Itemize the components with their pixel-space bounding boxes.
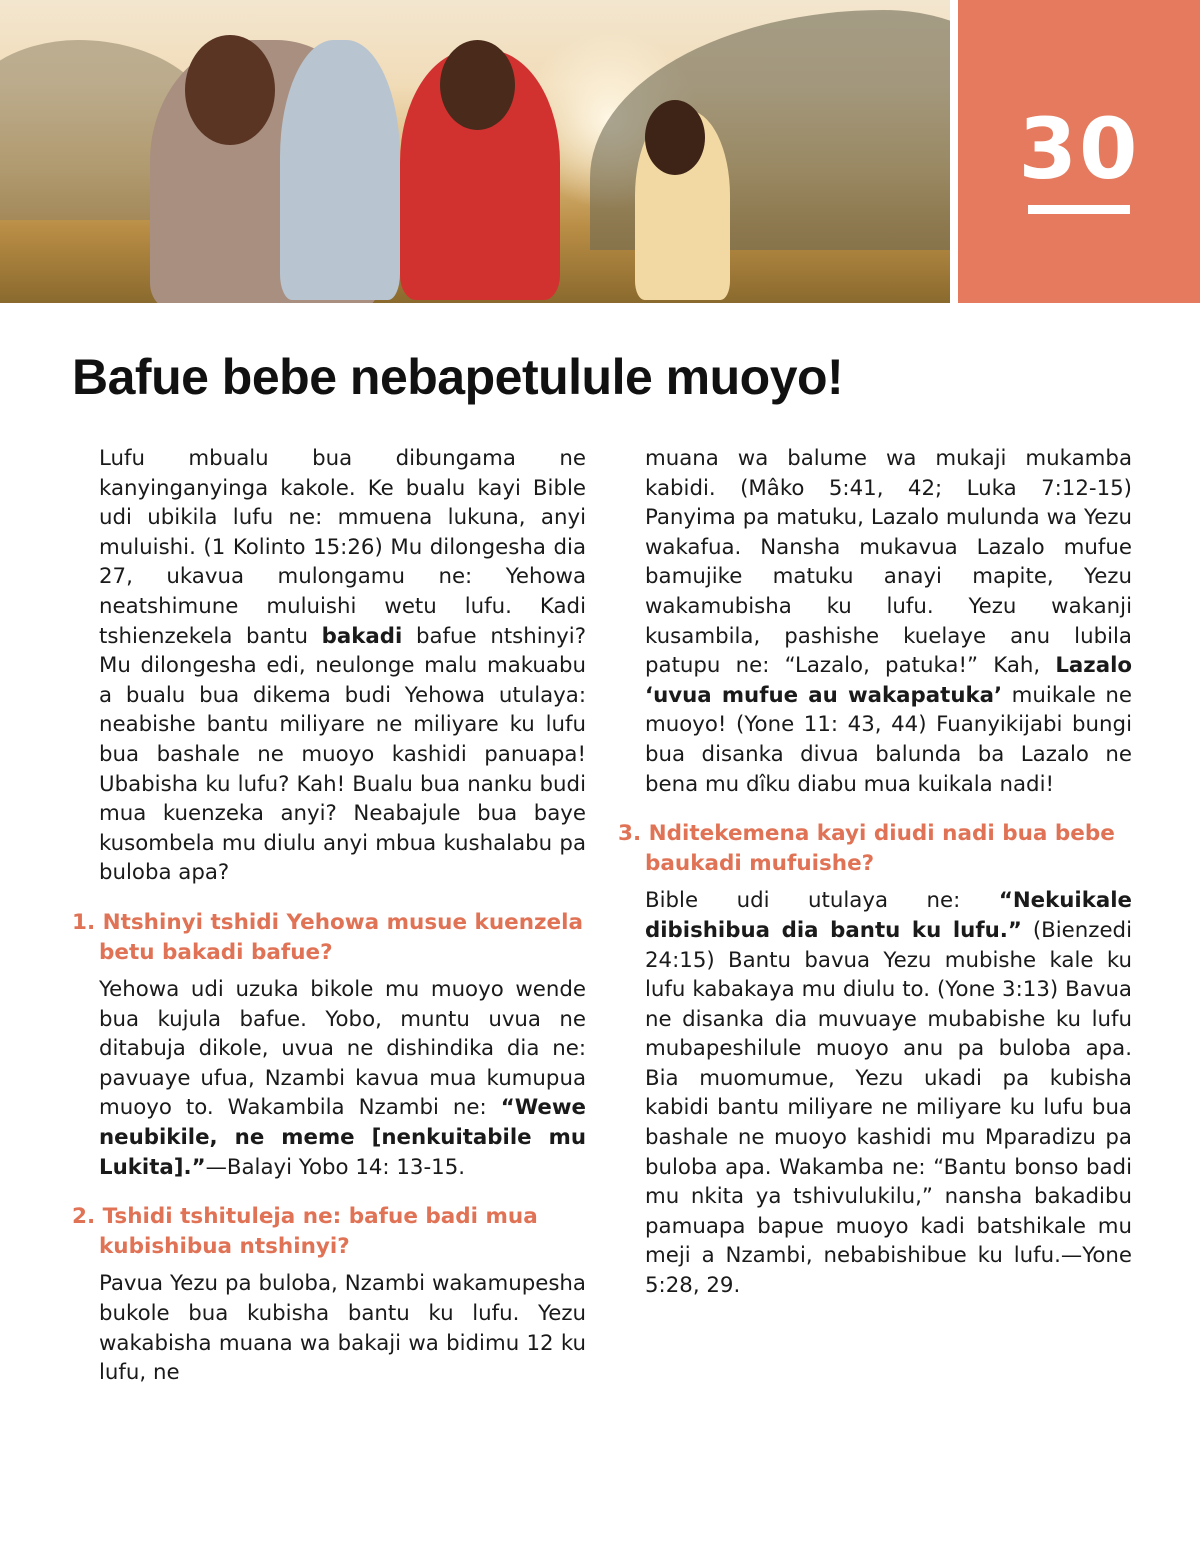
text-run: Bible udi utulaya ne: [645, 888, 999, 914]
text-run: 2. Tshidi tshituleja ne: bafue badi mua kubishibua ntshinyi? [72, 1204, 538, 1259]
girl-head [645, 100, 705, 175]
text-run: muana wa balume wa mukaji mukamba kabidi. (Mâko 5:41, 42; Luka 7:12-15) Panyima pa matuku, Lazalo mulunda wa Yezu wakafua. Nansha mukavua Lazalo mufue bamujike matuku anayi mapite, Yezu wakamubisha ku lufu. Yezu wakanji kusambila, pashishe kuelaye anu lubila patupu ne: “Lazalo, patuka!” Kah, [645, 446, 1132, 679]
text-run: muikale ne muoyo! (Yone 11: 43, 44) Fuanyikijabi bungi bua disanka divua balunda ba Lazalo ne bena mu dîku diabu mua kuikala nadi! [645, 682, 1132, 797]
lesson-number: 30 [1018, 100, 1140, 198]
father-head [185, 35, 275, 145]
body-paragraph [99, 1269, 586, 1387]
text-run: Lufu mbualu bua dibungama ne kanyinganyinga kakole. Ke bualu kayi Bible udi ubikila lufu ne: mmuena lukuna, anyi muluishi. (1 Kolinto 15:26) Mu dilongesha dia 27, ukavua mulongamu ne: Yehowa neatshimune muluishi wetu lufu. Kadi tshienzekela bantu [99, 446, 586, 649]
mother-head [440, 40, 515, 130]
text-run: 1. Ntshinyi tshidi Yehowa musue kuenzela betu bakadi bafue? [72, 909, 583, 965]
left-column [72, 444, 586, 1408]
text-run: 3. Nditekemena kayi diudi nadi bua bebe baukadi mufuishe? [618, 821, 1115, 876]
section-heading [618, 819, 1132, 878]
text-run: Pavua Yezu pa buloba, Nzambi wakamupesha bukole bua kubisha bantu ku lufu. Yezu wakabisha muana wa bakaji wa bidimu 12 ku lufu, ne [99, 1271, 586, 1386]
text-run: bafue ntshinyi? Mu dilongesha edi, neulonge malu makuabu a bualu bua dikema budi Yehowa utulaya: neabishe bantu miliyare ne miliyare ku lufu bua bashale ne muoyo kashidi panuapa! Ubabisha ku lufu? Kah! Bualu bua nanku budi mua kuenzeka anyi? Neabajule bua baye kusombela mu diulu anyi mbua kushalabu pa buloba apa? [99, 623, 586, 886]
body-paragraph [645, 444, 1132, 799]
bold-text: “Nekuikale dibishibua dia bantu ku lufu.” [645, 888, 1132, 943]
bold-text: Lazalo ‘uvua mufue au wakapatuka’ [645, 653, 1132, 708]
child-figure [280, 40, 400, 300]
bold-text: “Wewe neubikile, ne meme [nenkuitabile mu Lukita].” [99, 1095, 586, 1180]
page-title: Bafue bebe nebapetulule muoyo! [72, 349, 844, 405]
right-column [618, 444, 1132, 1321]
section-heading [72, 1202, 586, 1261]
body-paragraph [99, 975, 586, 1182]
text-run: —Balayi Yobo 14: 13-15. [205, 1154, 466, 1180]
body-paragraph [645, 886, 1132, 1300]
bold-text: bakadi [321, 623, 403, 649]
text-run: (Bienzedi 24:15) Bantu bavua Yezu mubishe kale ku lufu kabakaya mu diulu to. (Yone 3:13) Bavua ne disanka dia muvuaye mubabishe ku lufu mubapeshilule muoyo anu pa buloba apa. Bia muomumue, Yezu ukadi pa kubisha kabidi bantu miliyare ne miliyare ku lufu bua bashale ne muoyo kashidi mu Mparadizu pa buloba apa. Wakamba ne: “Bantu bonso badi mu nkita ya tshivulukilu,” nansha bakadibu pamuapa bapue muoyo kadi batshikale mu meji a Nzambi, nebabishibue ku lufu.—Yone 5:28, 29. [645, 917, 1132, 1299]
text-run: Yehowa udi uzuka bikole mu muoyo wende bua kujula bafue. Yobo, muntu uvua ne ditabuja dikole, uvua ne dishindika dia ne: pavuaye ufua, Nzambi kavua mua kumupua muoyo to. Wakambila Nzambi ne: [99, 977, 586, 1121]
badge-underline [1028, 205, 1130, 214]
hero-photo [0, 0, 950, 303]
lesson-number-badge [958, 0, 1200, 303]
body-paragraph [99, 444, 586, 888]
section-heading [72, 908, 586, 967]
